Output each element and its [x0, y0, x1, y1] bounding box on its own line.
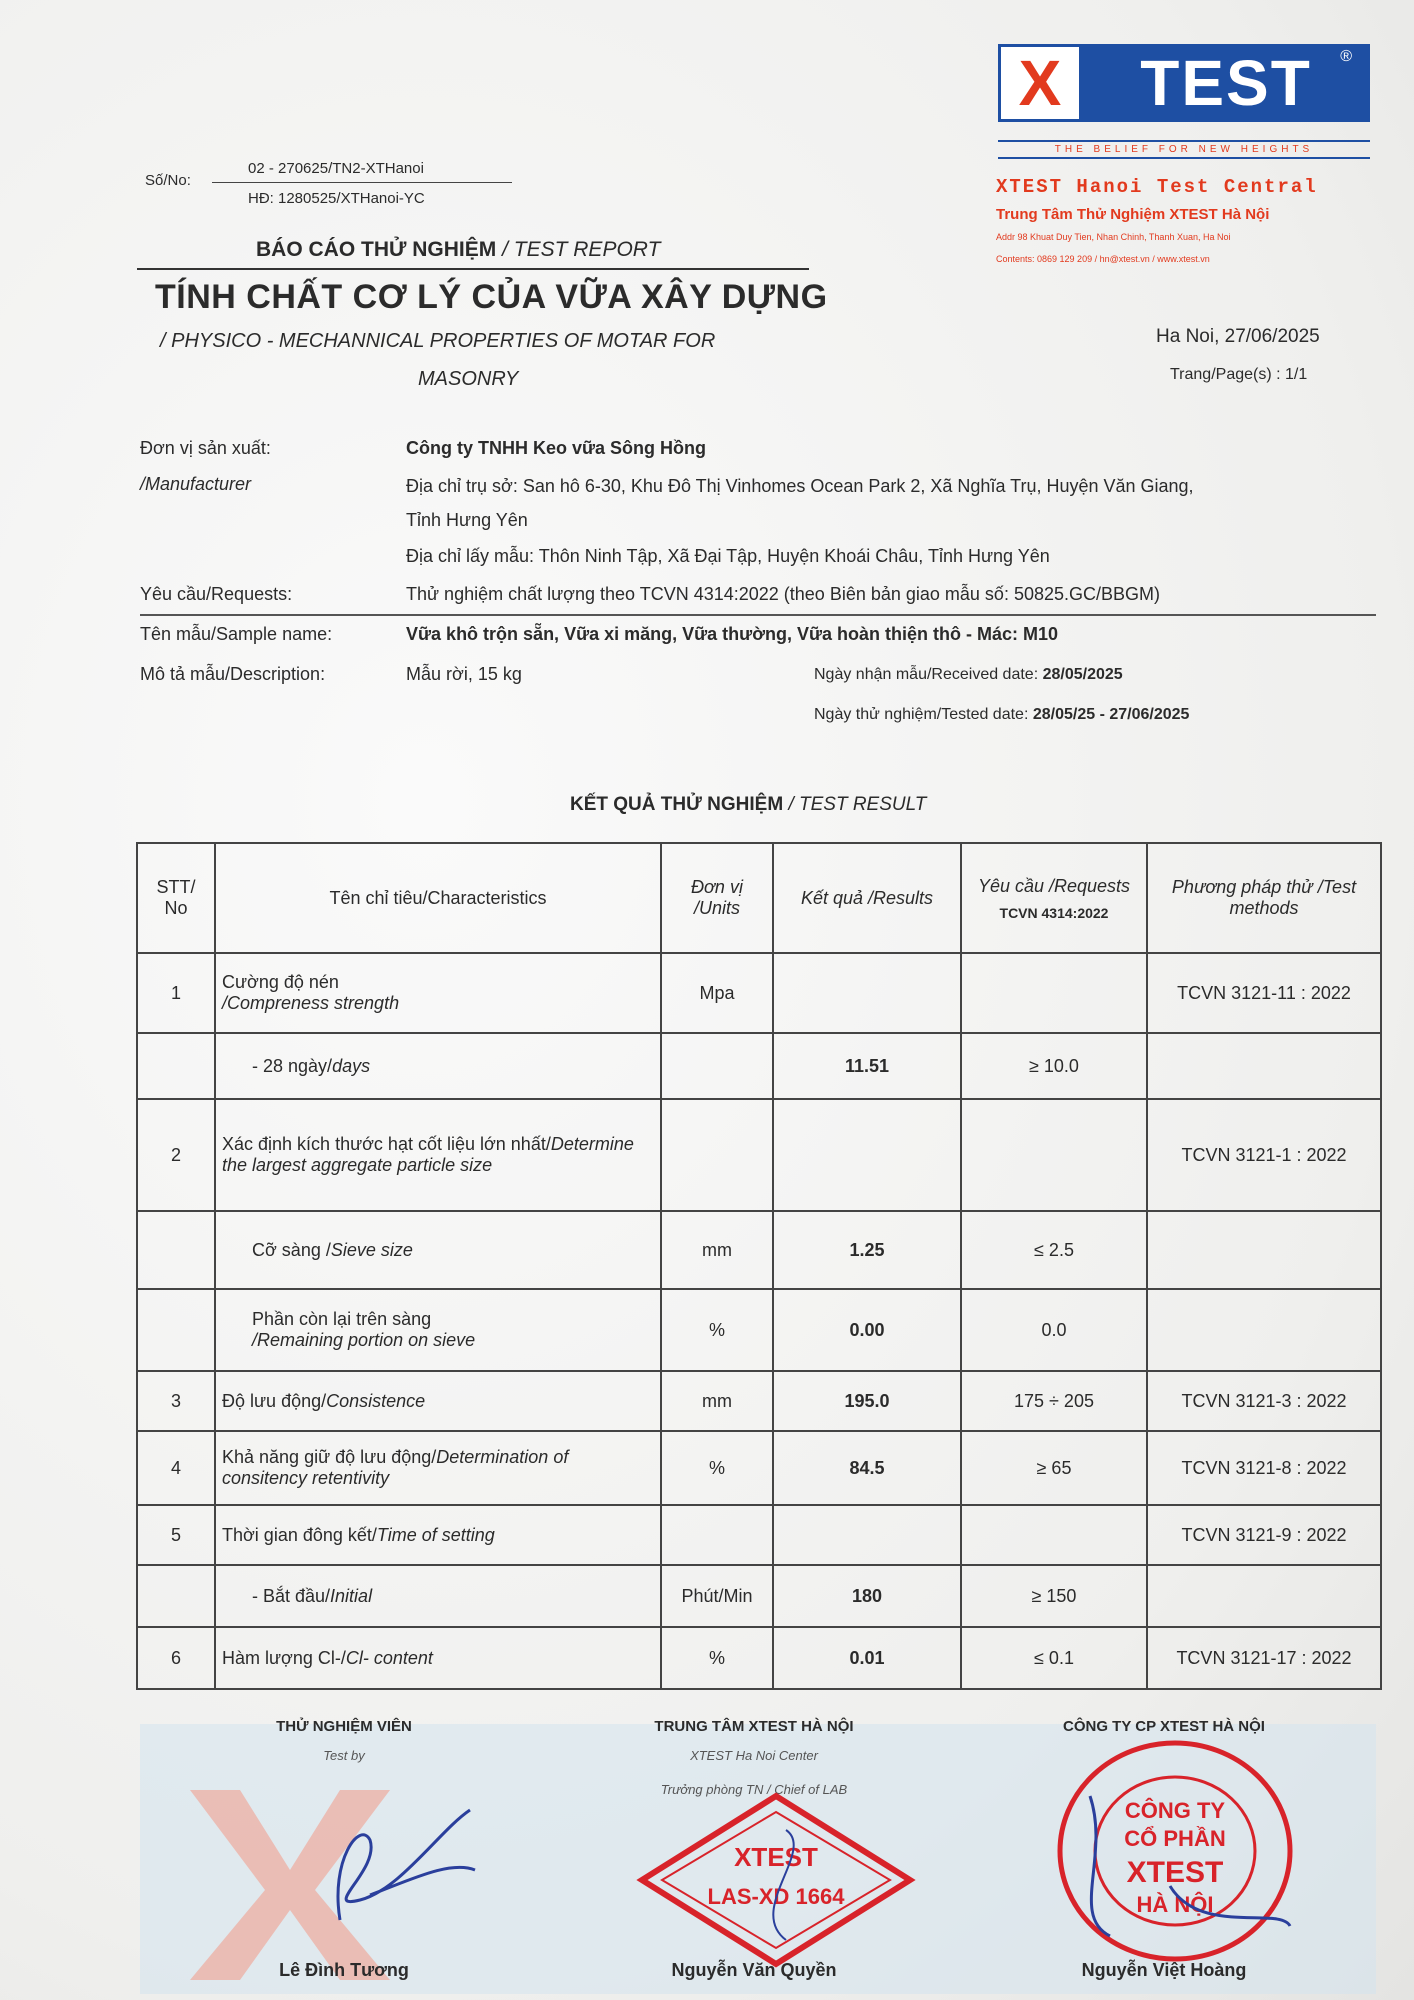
cell-request: ≥ 150 [961, 1565, 1147, 1627]
cell-result [773, 1099, 961, 1211]
cell-unit: mm [661, 1211, 773, 1289]
xtest-logo [998, 44, 1370, 128]
cell-method: TCVN 3121-1 : 2022 [1147, 1099, 1381, 1211]
results-title-vn: KẾT QUẢ THỬ NGHIỆM [570, 794, 784, 815]
results-table [136, 842, 1382, 1690]
table-row [137, 1099, 1381, 1211]
header-results: Kết quả /Results [773, 843, 961, 953]
characteristic-en: Sieve size [330, 1239, 413, 1260]
characteristic-vn: Phần còn lại trên sàng [252, 1309, 432, 1329]
header-characteristics: Tên chỉ tiêu/Characteristics [215, 843, 661, 953]
cell-request: 0.0 [961, 1289, 1147, 1371]
table-row [137, 1211, 1381, 1289]
lab-stamp [636, 1790, 916, 1970]
table-row [137, 1505, 1381, 1565]
doc-no-line1: 02 - 270625/TN2-XTHanoi [248, 160, 424, 177]
cell-method: TCVN 3121-11 : 2022 [1147, 953, 1381, 1033]
header-method: Phương pháp thử /Test methods [1147, 843, 1381, 953]
cell-result: 0.01 [773, 1627, 961, 1689]
tester-sub: Test by [323, 1748, 365, 1763]
table-header-row [137, 843, 1381, 953]
manufacturer-address-1: Địa chỉ trụ sở: San hô 6-30, Khu Đô Thị Vinhomes Ocean Park 2, Xã Nghĩa Trụ, Huyện Văn Giang, [406, 476, 1194, 496]
cell-characteristic [215, 1099, 661, 1211]
characteristic-en: days [332, 1055, 371, 1076]
cell-characteristic [215, 1431, 661, 1505]
characteristic-vn: Thời gian đông kết/ [222, 1524, 377, 1545]
characteristic-en: Cl- content [345, 1647, 433, 1668]
tester-title: THỬ NGHIỆM VIÊN [276, 1718, 412, 1735]
characteristic-vn: Hàm lượng Cl-/ [222, 1647, 346, 1668]
cell-characteristic [215, 1033, 661, 1099]
cell-method: TCVN 3121-17 : 2022 [1147, 1627, 1381, 1689]
page-number: Trang/Page(s) : 1/1 [1170, 366, 1308, 383]
logo-test: TEST [1082, 44, 1370, 122]
company-stamp-text-3: XTEST [1126, 1856, 1224, 1889]
cell-no [137, 1289, 215, 1371]
title-divider [137, 268, 809, 270]
center-name: XTEST Hanoi Test Central [996, 176, 1318, 198]
center-sig-sub: XTEST Ha Noi Center [690, 1748, 818, 1763]
doc-no-line2: HĐ: 1280525/XTHanoi-YC [248, 190, 425, 207]
cell-no: 5 [137, 1505, 215, 1565]
characteristic-en: Initial [330, 1585, 373, 1606]
manufacturer-name: Công ty TNHH Keo vữa Sông Hồng [406, 438, 707, 458]
cell-method [1147, 1033, 1381, 1099]
tester-signature [300, 1800, 480, 1930]
received-label: Ngày nhận mẫu/Received date: [814, 666, 1039, 683]
cell-result: 11.51 [773, 1033, 961, 1099]
cell-no: 6 [137, 1627, 215, 1689]
table-row [137, 953, 1381, 1033]
doc-no-label: Số/No: [145, 172, 191, 189]
table-row [137, 1565, 1381, 1627]
sample-label: Tên mẫu/Sample name: [140, 624, 333, 644]
results-title-en: / TEST RESULT [788, 794, 927, 815]
company-stamp [1050, 1736, 1300, 1966]
report-kind-vn: BÁO CÁO THỬ NGHIỆM [256, 238, 497, 261]
registered-mark: ® [1340, 48, 1352, 65]
characteristic-vn: Cường độ nén [222, 972, 339, 992]
characteristic-en: /Compreness strength [222, 993, 400, 1013]
report-kind [256, 238, 660, 262]
doc-no-divider [212, 182, 512, 183]
cell-unit: % [661, 1289, 773, 1371]
cell-unit [661, 1505, 773, 1565]
lab-stamp-text-2: LAS-XD 1664 [707, 1884, 845, 1909]
cell-result: 0.00 [773, 1289, 961, 1371]
logo-tagline: THE BELIEF FOR NEW HEIGHTS [998, 140, 1370, 159]
company-sig-title: CÔNG TY CP XTEST HÀ NỘI [1063, 1718, 1265, 1735]
cell-unit: Phút/Min [661, 1565, 773, 1627]
tested-label: Ngày thử nghiệm/Tested date: [814, 706, 1029, 723]
cell-method: TCVN 3121-8 : 2022 [1147, 1431, 1381, 1505]
center-sig-name: Nguyễn Văn Quyền [671, 1960, 837, 1980]
cell-method: TCVN 3121-3 : 2022 [1147, 1371, 1381, 1431]
manufacturer-label: Đơn vị sản xuất: [140, 438, 271, 458]
company-stamp-text-2: CỔ PHẦN [1124, 1826, 1226, 1851]
cell-no: 3 [137, 1371, 215, 1431]
cell-request: ≥ 65 [961, 1431, 1147, 1505]
header-units: Đơn vị /Units [661, 843, 773, 953]
requests-label: Yêu cầu/Requests: [140, 584, 293, 604]
cell-result: 180 [773, 1565, 961, 1627]
tested-date [814, 706, 1189, 724]
cell-request [961, 1505, 1147, 1565]
report-date: Ha Noi, 27/06/2025 [1156, 326, 1320, 347]
cell-method: TCVN 3121-9 : 2022 [1147, 1505, 1381, 1565]
report-subtitle-2: MASONRY [418, 368, 519, 390]
characteristic-en: Determination of consitency retentivity [222, 1447, 569, 1488]
results-body [137, 953, 1381, 1689]
report-kind-en: / TEST REPORT [502, 238, 661, 261]
report-subtitle-1: / PHYSICO - MECHANNICAL PROPERTIES OF MOTAR FOR [160, 330, 716, 352]
center-sig-sub2: Trưởng phòng TN / Chief of LAB [660, 1782, 848, 1797]
cell-result [773, 953, 961, 1033]
cell-result: 84.5 [773, 1431, 961, 1505]
cell-request: ≥ 10.0 [961, 1033, 1147, 1099]
header-requests-label: Yêu cầu /Requests [977, 875, 1131, 896]
requests-value: Thử nghiệm chất lượng theo TCVN 4314:2022 (theo Biên bản giao mẫu số: 50825.GC/BBGM) [406, 584, 1160, 604]
cell-no [137, 1211, 215, 1289]
cell-unit: Mpa [661, 953, 773, 1033]
cell-no [137, 1565, 215, 1627]
table-row [137, 1289, 1381, 1371]
description-value: Mẫu rời, 15 kg [406, 664, 522, 684]
cell-unit: mm [661, 1371, 773, 1431]
center-sig-title: TRUNG TÂM XTEST HÀ NỘI [654, 1718, 854, 1735]
center-name-vn: Trung Tâm Thử Nghiệm XTEST Hà Nội [996, 206, 1270, 223]
characteristic-en: /Remaining portion on sieve [252, 1330, 476, 1350]
characteristic-vn: - Bắt đầu/ [252, 1585, 331, 1606]
cell-method [1147, 1565, 1381, 1627]
table-row [137, 1431, 1381, 1505]
header-requests-std: TCVN 4314:2022 [999, 904, 1109, 921]
tester-name: Lê Đình Tương [279, 1960, 409, 1980]
company-stamp-text-4: HÀ NỘI [1136, 1892, 1214, 1917]
cell-characteristic [215, 1505, 661, 1565]
cell-request: ≤ 2.5 [961, 1211, 1147, 1289]
report-title: TÍNH CHẤT CƠ LÝ CỦA VỮA XÂY DỰNG [155, 278, 828, 316]
cell-characteristic [215, 1289, 661, 1371]
cell-unit: % [661, 1431, 773, 1505]
cell-method [1147, 1211, 1381, 1289]
characteristic-vn: - 28 ngày/ [252, 1055, 333, 1076]
received-date [814, 666, 1123, 684]
cell-characteristic [215, 953, 661, 1033]
manufacturer-address-2: Tỉnh Hưng Yên [406, 510, 528, 530]
cell-unit [661, 1033, 773, 1099]
table-row [137, 1033, 1381, 1099]
cell-request: 175 ÷ 205 [961, 1371, 1147, 1431]
cell-unit: % [661, 1627, 773, 1689]
characteristic-vn: Khả năng giữ độ lưu động/ [222, 1447, 437, 1467]
cell-no: 2 [137, 1099, 215, 1211]
center-contact: Contents: 0869 129 209 / hn@xtest.vn / www.xtest.vn [996, 254, 1210, 264]
lab-stamp-text-1: XTEST [734, 1842, 818, 1872]
cell-characteristic [215, 1565, 661, 1627]
company-sig-name: Nguyễn Việt Hoàng [1081, 1960, 1247, 1980]
manufacturer-label-en [140, 474, 251, 495]
header-requests [961, 843, 1147, 953]
characteristic-vn: Xác định kích thước hạt cốt liệu lớn nhất/ [222, 1134, 551, 1154]
cell-request [961, 953, 1147, 1033]
description-label: Mô tả mẫu/Description: [140, 664, 326, 684]
cell-result: 1.25 [773, 1211, 961, 1289]
info-divider [140, 614, 1376, 616]
cell-no: 1 [137, 953, 215, 1033]
cell-request [961, 1099, 1147, 1211]
company-stamp-text-1: CÔNG TY [1124, 1798, 1226, 1823]
logo-x: X [998, 44, 1082, 122]
center-address: Addr 98 Khuat Duy Tien, Nhan Chinh, Thanh Xuan, Ha Noi [996, 232, 1231, 242]
sample-value: Vữa khô trộn sẵn, Vữa xi măng, Vữa thường, Vữa hoàn thiện thô - Mác: M10 [406, 624, 1059, 644]
characteristic-vn: Cỡ sàng / [252, 1239, 331, 1260]
table-row [137, 1627, 1381, 1689]
characteristic-en: Consistence [326, 1390, 426, 1411]
cell-result: 195.0 [773, 1371, 961, 1431]
cell-result [773, 1505, 961, 1565]
characteristic-en: Time of setting [376, 1524, 495, 1545]
cell-characteristic [215, 1211, 661, 1289]
cell-no [137, 1033, 215, 1099]
header-no: STT/ No [137, 843, 215, 953]
cell-request: ≤ 0.1 [961, 1627, 1147, 1689]
cell-unit [661, 1099, 773, 1211]
received-value: 28/05/2025 [1042, 666, 1123, 683]
cell-method [1147, 1289, 1381, 1371]
results-title [570, 794, 926, 816]
manufacturer-label-en-text: /Manufacturer [140, 474, 252, 494]
characteristic-en: Determine the largest aggregate particle size [222, 1134, 634, 1175]
characteristic-vn: Độ lưu động/ [222, 1390, 327, 1411]
cell-no: 4 [137, 1431, 215, 1505]
cell-characteristic [215, 1371, 661, 1431]
cell-characteristic [215, 1627, 661, 1689]
sample-address: Địa chỉ lấy mẫu: Thôn Ninh Tập, Xã Đại Tập, Huyện Khoái Châu, Tỉnh Hưng Yên [406, 546, 1050, 566]
table-row [137, 1371, 1381, 1431]
tested-value: 28/05/25 - 27/06/2025 [1032, 706, 1190, 723]
